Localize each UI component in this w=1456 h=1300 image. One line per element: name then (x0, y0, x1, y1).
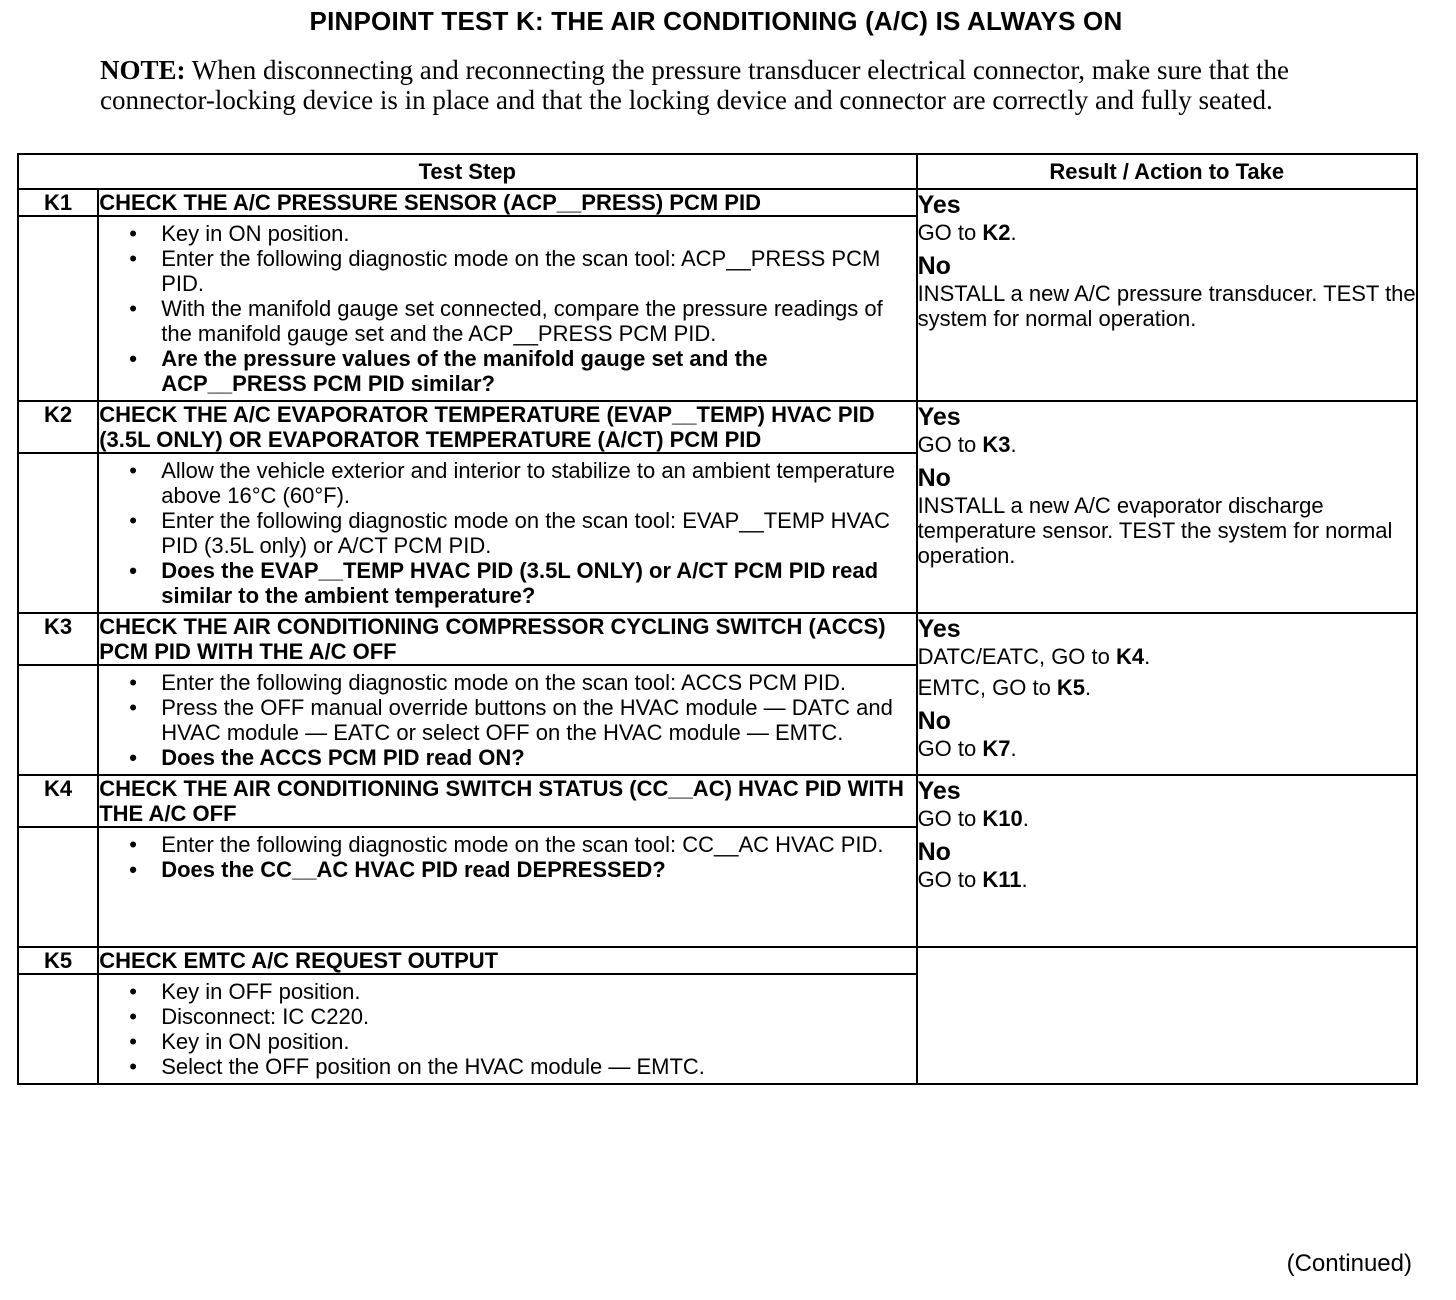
yes-label: Yes (917, 403, 961, 431)
list-item: • Key in OFF position. (129, 979, 915, 1004)
no-action: GO to K7. (917, 736, 1017, 761)
list-item: • Enter the following diagnostic mode on the scan tool: ACP__PRESS PCM PID. (129, 246, 915, 296)
list-item: • Select the OFF position on the HVAC module — EMTC. (129, 1054, 915, 1079)
note-label: NOTE: (100, 55, 186, 85)
step-k5-heading-row (18, 947, 1417, 974)
step-heading: CHECK THE A/C PRESSURE SENSOR (ACP__PRESS) PCM PID (98, 189, 916, 216)
header-result: Result / Action to Take (917, 154, 1417, 189)
step-heading: CHECK EMTC A/C REQUEST OUTPUT (98, 947, 916, 974)
step-heading: CHECK THE AIR CONDITIONING COMPRESSOR CYCLING SWITCH (ACCS) PCM PID WITH THE A/C OFF (98, 613, 916, 665)
no-action: INSTALL a new A/C evaporator discharge temperature sensor. TEST the system for normal operation. (917, 493, 1393, 568)
step-id: K4 (18, 775, 98, 827)
step-result (917, 613, 1417, 775)
step-question: • Are the pressure values of the manifold gauge set and the ACP__PRESS PCM PID similar? (129, 346, 915, 396)
list-item: • Enter the following diagnostic mode on the scan tool: ACCS PCM PID. (129, 670, 915, 695)
list-item: • Enter the following diagnostic mode on the scan tool: EVAP__TEMP HVAC PID (3.5L only) or A/CT PCM PID. (129, 508, 915, 558)
step-result (917, 775, 1417, 947)
step-k2-heading-row (18, 401, 1417, 453)
list-item: • Enter the following diagnostic mode on the scan tool: CC__AC HVAC PID. (129, 832, 915, 857)
step-heading: CHECK THE AIR CONDITIONING SWITCH STATUS (CC__AC) HVAC PID WITH THE A/C OFF (98, 775, 916, 827)
yes-action: GO to K2. (917, 220, 1017, 245)
list-item: • With the manifold gauge set connected, compare the pressure readings of the manifold gauge set and the ACP__PRESS PCM PID. (129, 296, 915, 346)
step-k4-heading-row (18, 775, 1417, 827)
header-test-step: Test Step (18, 154, 917, 189)
step-id: K5 (18, 947, 98, 974)
no-label: No (917, 838, 951, 866)
no-label: No (917, 464, 951, 492)
list-item: • Allow the vehicle exterior and interior to stabilize to an ambient temperature above 16°C (60°F). (129, 458, 915, 508)
note (100, 55, 1300, 115)
step-id: K1 (18, 189, 98, 216)
step-body (98, 216, 916, 401)
continued-label: (Continued) (1286, 1250, 1412, 1277)
step-question: • Does the CC__AC HVAC PID read DEPRESSED? (129, 857, 915, 882)
yes-label: Yes (917, 777, 961, 805)
pinpoint-test-table (17, 153, 1418, 1085)
step-id: K3 (18, 613, 98, 665)
list-item: • Key in ON position. (129, 1029, 915, 1054)
step-k3-heading-row (18, 613, 1417, 665)
step-body (98, 665, 916, 775)
no-action: GO to K11. (917, 867, 1028, 892)
step-id: K2 (18, 401, 98, 453)
step-body (98, 827, 916, 947)
no-action: INSTALL a new A/C pressure transducer. TEST the system for normal operation. (917, 281, 1416, 331)
step-body (98, 974, 916, 1084)
yes-action: GO to K10. (917, 806, 1029, 831)
note-text: When disconnecting and reconnecting the pressure transducer electrical connector, make sure that the connector-locking device is in place and that the locking device and connector are correctly and fully seated. (100, 55, 1289, 115)
yes-action: GO to K3. (917, 432, 1017, 457)
list-item: • Press the OFF manual override buttons on the HVAC module — DATC and HVAC module — EATC or select OFF on the HVAC module — EMTC. (129, 695, 915, 745)
step-heading: CHECK THE A/C EVAPORATOR TEMPERATURE (EVAP__TEMP) HVAC PID (3.5L ONLY) OR EVAPORATOR TEMPERATURE (A/CT) PCM PID (98, 401, 916, 453)
step-question: • Does the EVAP__TEMP HVAC PID (3.5L ONLY) or A/CT PCM PID read similar to the ambient temperature? (129, 558, 915, 608)
no-label: No (917, 707, 951, 735)
yes-action: DATC/EATC, GO to K4. (917, 644, 1151, 669)
yes-label: Yes (917, 191, 961, 219)
table-header-row (18, 154, 1417, 189)
list-item: • Disconnect: IC C220. (129, 1004, 915, 1029)
step-result (917, 947, 1417, 1084)
no-label: No (917, 252, 951, 280)
page-title: PINPOINT TEST K: THE AIR CONDITIONING (A/C) IS ALWAYS ON (309, 6, 1123, 36)
list-item: • Key in ON position. (129, 221, 915, 246)
step-body (98, 453, 916, 613)
step-question: • Does the ACCS PCM PID read ON? (129, 745, 915, 770)
step-result (917, 401, 1417, 613)
yes-label: Yes (917, 615, 961, 643)
step-result (917, 189, 1417, 401)
yes-action-2: EMTC, GO to K5. (917, 675, 1092, 700)
step-k1-heading-row (18, 189, 1417, 216)
